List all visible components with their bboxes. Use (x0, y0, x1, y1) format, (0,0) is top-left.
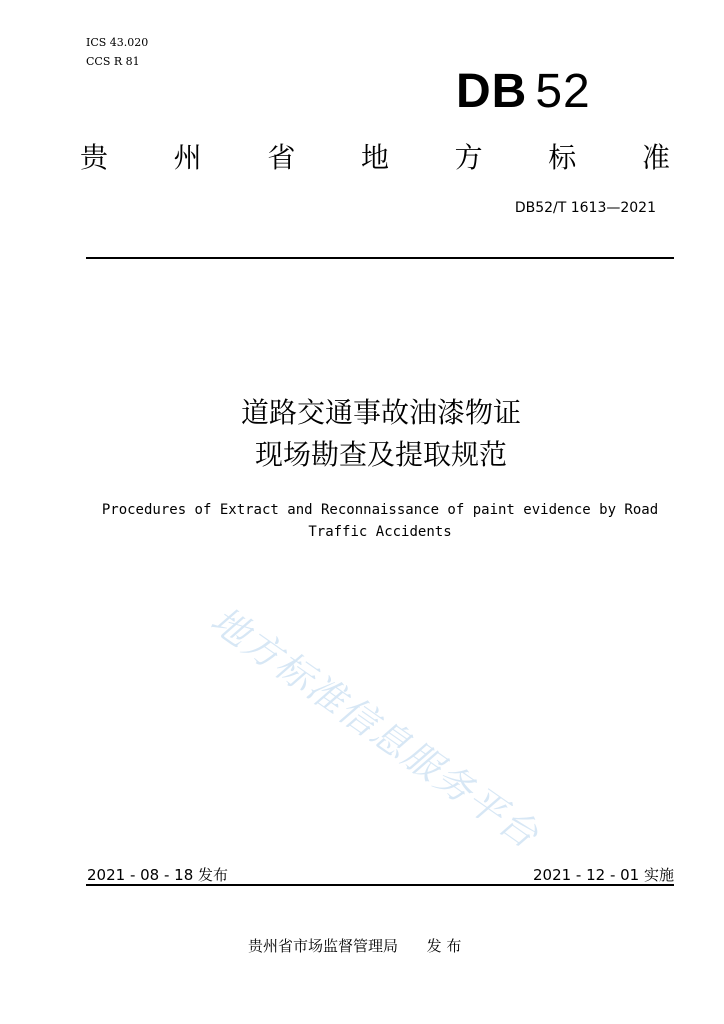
bottom-divider (86, 884, 674, 886)
ccs-code: CCS R 81 (86, 55, 140, 68)
db-code (456, 62, 591, 122)
english-title-line-1: Procedures of Extract and Reconnaissance of paint evidence by Road (101, 502, 659, 518)
english-title-line-2: Traffic Accidents (308, 524, 452, 540)
top-divider (86, 257, 674, 259)
standard-type-char: 地 (360, 141, 389, 174)
standard-type-char: 方 (454, 141, 483, 174)
publisher-name: 贵州省市场监督管理局 (248, 937, 399, 955)
standard-type (80, 140, 670, 176)
standard-type-char: 准 (641, 141, 670, 174)
db-code-number: 52 (535, 65, 591, 118)
chinese-title-line-1: 道路交通事故油漆物证 (240, 396, 521, 429)
standard-number: DB52/T 1613—2021 (514, 200, 656, 216)
publisher-line (248, 935, 461, 956)
watermark: 地方标准信息服务平台 (202, 598, 548, 858)
implementation-date: 2021 - 12 - 01 实施 (532, 866, 674, 884)
chinese-title (0, 392, 724, 476)
db-code-prefix: DB (456, 65, 528, 118)
english-title (62, 499, 698, 543)
chinese-title-line-2: 现场勘查及提取规范 (254, 438, 507, 471)
standard-type-char: 省 (267, 141, 296, 174)
standard-type-char: 标 (548, 141, 577, 174)
issue-date: 2021 - 08 - 18 发布 (87, 866, 229, 884)
publish-word: 发 布 (426, 937, 462, 955)
standard-type-char: 州 (173, 141, 202, 174)
standard-type-char: 贵 (80, 141, 109, 174)
ics-code: ICS 43.020 (86, 36, 149, 49)
